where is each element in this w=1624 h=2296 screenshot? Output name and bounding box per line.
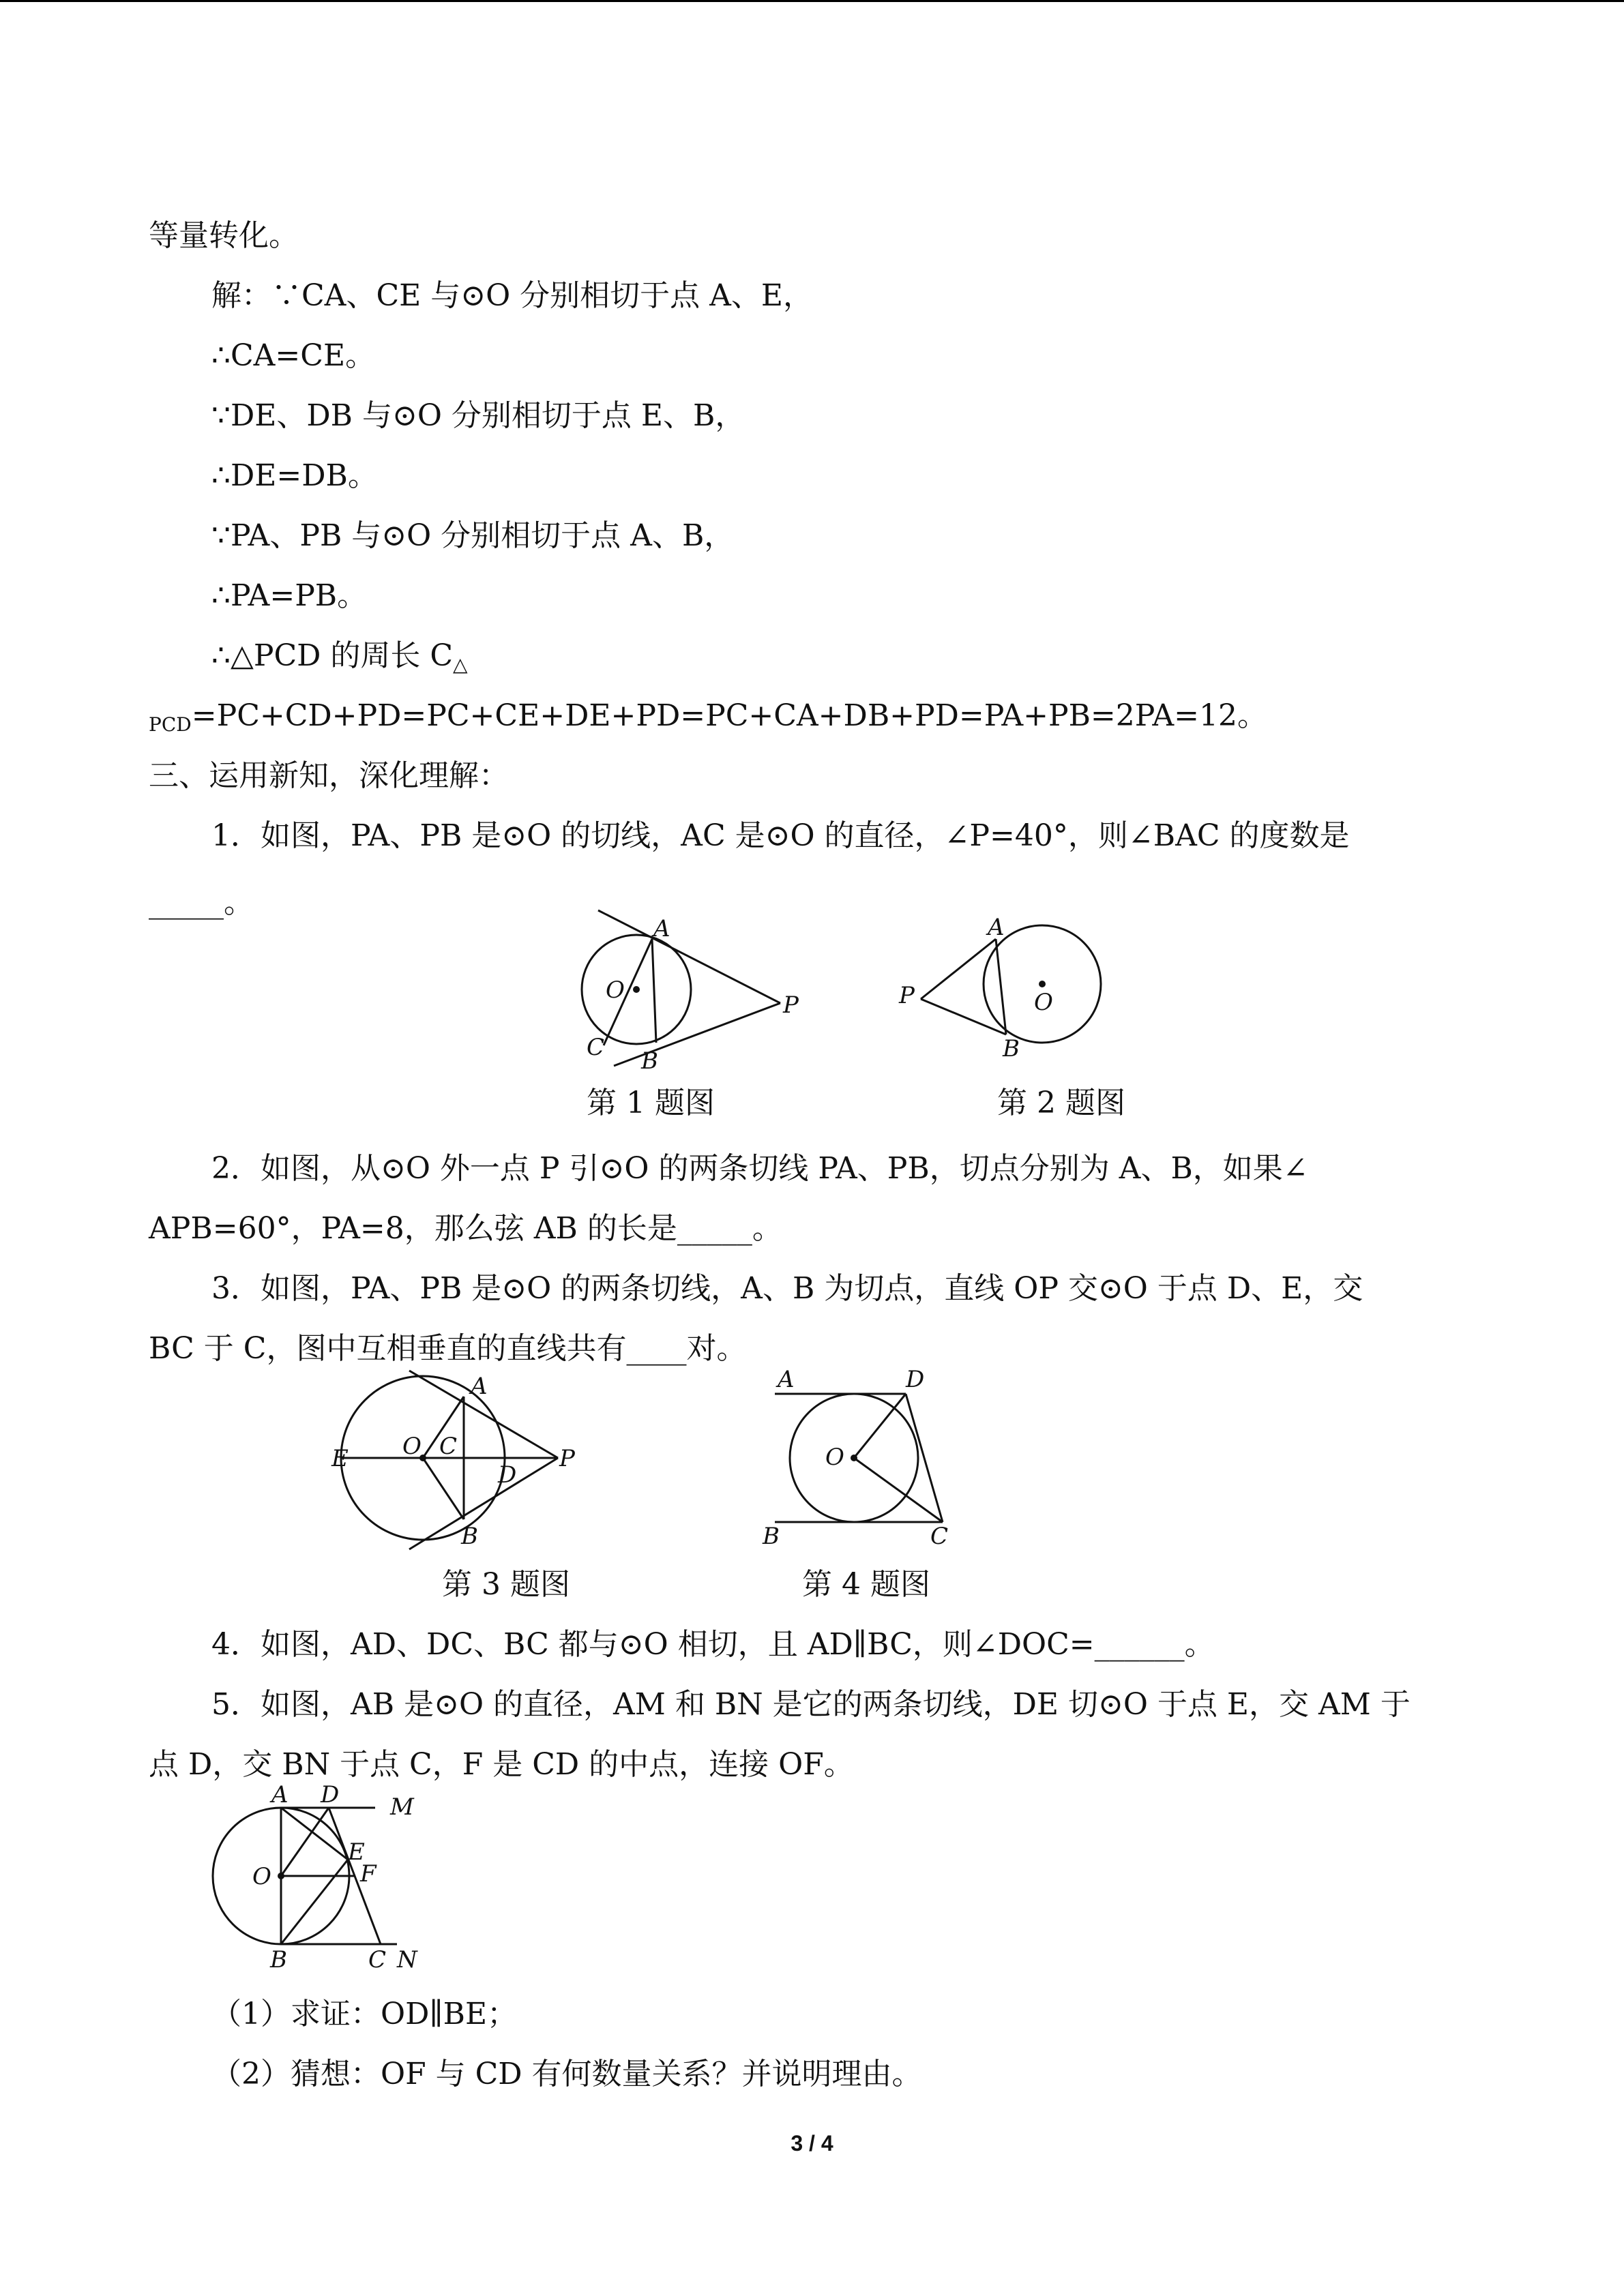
label-O: O [402,1433,422,1460]
label-D: D [498,1461,517,1489]
label-E: E [331,1445,349,1472]
label-D: D [321,1781,340,1808]
question-5: 5．如图，AB 是⊙O 的直径，AM 和 BN 是它的两条切线，DE 切⊙O 于点 E，交 AM 于 [211,1687,1411,1722]
label-O: O [252,1863,271,1890]
perimeter-equation: =PC+CD+PD=PC+CE+DE+PD=PC+CA+DB+PD=PA+PB=2PA=12。 [191,698,1267,733]
label-C: C [368,1946,387,1973]
caption-fig3: 第 3 题图 [442,1567,570,1602]
text-line: 等量转化。 [149,218,299,253]
solution-line: ∴DE=DB。 [211,458,378,493]
section-heading: 三、运用新知，深化理解： [149,758,509,793]
label-B: B [641,1047,658,1075]
question-2: 2．如图，从⊙O 外一点 P 引⊙O 的两条切线 PA、PB，切点分别为 A、B，如果∠ [211,1151,1308,1186]
label-A: A [653,915,670,942]
label-C: C [587,1034,605,1061]
label-C: C [439,1433,458,1460]
figure-1 [573,910,798,1074]
label-F: F [360,1860,377,1888]
label-A: A [271,1781,289,1808]
label-A: A [988,914,1005,941]
figure-2 [894,910,1119,1074]
label-C: C [930,1523,949,1550]
figure-5 [205,1783,437,1974]
label-P: P [559,1445,575,1472]
top-border [0,0,1624,2]
label-O: O [1034,989,1053,1016]
label-B: B [270,1946,287,1973]
question-1-blank: _____。 [149,885,254,920]
question-5-cont: 点 D，交 BN 于点 C，F 是 CD 的中点，连接 OF。 [149,1747,854,1782]
label-E: E [348,1838,365,1866]
label-D: D [906,1366,925,1393]
label-A: A [778,1366,795,1393]
label-A: A [471,1373,488,1400]
label-B: B [1003,1035,1020,1062]
label-B: B [461,1523,478,1550]
pcd-subscript: PCD [149,713,192,736]
label-B: B [763,1523,780,1550]
label-P: P [899,982,915,1009]
figure-4-drawing [757,1364,969,1548]
label-O: O [825,1444,844,1471]
solution-line [149,697,1267,744]
solution-line: ∵DE、DB 与⊙O 分别相切于点 E、B， [211,398,745,433]
solution-line: 解：∵CA、CE 与⊙O 分别相切于点 A、E， [211,278,814,313]
label-P: P [783,992,799,1019]
perimeter-text: ∴△PCD 的周长 C [211,638,454,673]
solution-line: ∵PA、PB 与⊙O 分别相切于点 A、B， [211,518,735,553]
label-N: N [397,1946,417,1973]
triangle-subscript: △ [453,653,468,676]
caption-fig4: 第 4 题图 [802,1567,930,1602]
question-1: 1．如图，PA、PB 是⊙O 的切线，AC 是⊙O 的直径，∠P=40°，则∠BAC 的度数是 [211,818,1350,853]
solution-line: ∴PA=PB。 [211,578,368,613]
part-2: （2）猜想：OF 与 CD 有何数量关系？并说明理由。 [211,2057,922,2091]
caption-fig2: 第 2 题图 [997,1086,1125,1120]
solution-line: ∴CA=CE。 [211,338,376,373]
figure-3 [327,1371,587,1562]
caption-fig1: 第 1 题图 [587,1086,715,1120]
label-O: O [606,976,625,1004]
solution-line [211,637,468,684]
page-number: 3 / 4 [791,2131,833,2156]
question-4: 4．如图，AD、DC、BC 都与⊙O 相切，且 AD∥BC，则∠DOC=______。 [211,1627,1215,1662]
question-2-cont: APB=60°，PA=8，那么弦 AB 的长是_____。 [149,1211,782,1246]
part-1: （1）求证：OD∥BE； [211,1997,518,2031]
label-M: M [390,1793,414,1821]
question-3-cont: BC 于 C，图中互相垂直的直线共有____对。 [149,1331,747,1366]
question-3: 3．如图，PA、PB 是⊙O 的两条切线，A、B 为切点，直线 OP 交⊙O 于点 D、E，交 [211,1271,1363,1306]
